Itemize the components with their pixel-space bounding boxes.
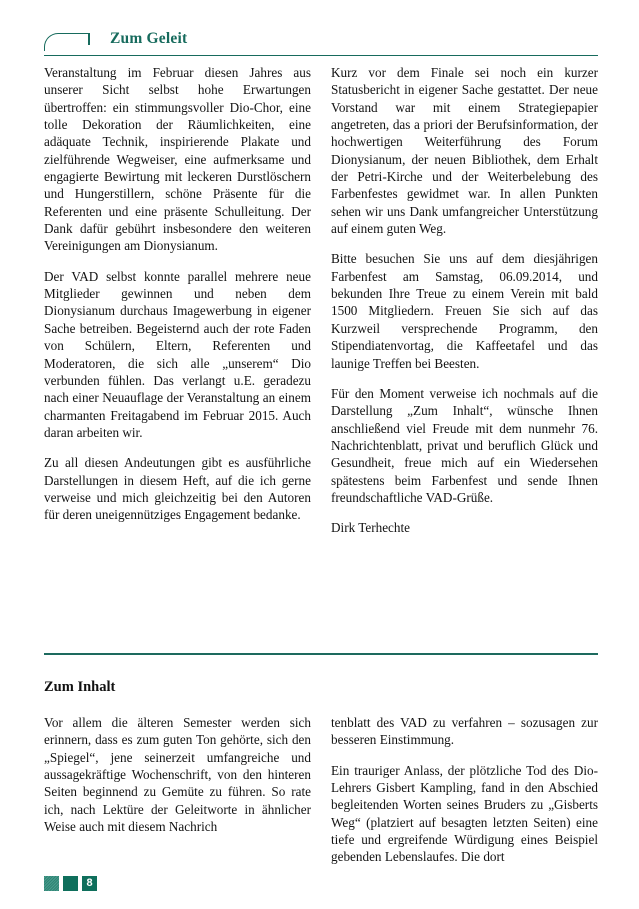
paragraph: Zu all diesen Andeutungen gibt es ausführliche Darstellungen in diesem Heft, auf die ich gerne verweise und mich gleichzeitig bei den Autoren für deren uneigennütziges Engagement bedanke. [44,455,311,523]
article-body-zum-inhalt [44,714,598,866]
paragraph: Ein trauriger Anlass, der plötzliche Tod des Dio-Lehrers Gisbert Kampling, fand in den Abschied begleitenden Worten seines Bruders zu „Gisberts Weg“ (platziert auf besagten letzten Seiten) eine tiefe und ergreifende Würdigung eines Beispiel gebenden Lebenslaufes. Die dort [331,762,598,865]
article-body-zum-geleit [44,64,598,537]
footer-ornament-square-hatched-icon [44,876,59,891]
paragraph: Der VAD selbst konnte parallel mehrere neue Mitglieder gewinnen und neben dem Dionysianum durchaus Imagewerbung in eigener Sache betreiben. Begeisternd auch der rote Faden von Schülern, Eltern, Referenten und Moderatoren, die sich alle „unserem“ Dio verbunden fühlen. Das verlangt u.E. geradezu nach einer Neuauflage der Veranstaltung an einem charmanten Freitagabend im Februar 2015. Auch daran arbeiten wir. [44,268,311,440]
section-divider-rule [44,653,598,655]
column-right [331,64,598,537]
author-signature: Dirk Terhechte [331,520,411,536]
column-right [331,714,598,866]
column-left [44,64,311,537]
subsection-title: Zum Inhalt [44,679,116,695]
paragraph: Bitte besuchen Sie uns auf dem diesjährigen Farbenfest am Samstag, 06.09.2014, und bekunden Ihre Treue zu einem Verein mit bald 1500 Mitgliedern. Freuen Sie sich auf das Kurzweil versprechende Programm, den Stipendiatenvortag, die Kaffeetafel und das launige Treffen bei Beesten. [331,251,598,371]
paragraph: tenblatt des VAD zu verfahren – sozusagen zur besseren Einstimmung. [331,715,598,748]
section-header-zum-geleit [44,30,598,58]
paragraph: Für den Moment verweise ich nochmals auf die Darstellung „Zum Inhalt“, wünsche Ihnen anschließend viel Freude mit dem nunmehr 76. Nachrichtenblatt, privat und beruflich Glück und Gesundheit, freue mich auf ein Wiedersehen spätestens beim Farbenfest und sende Ihnen freundschaftliche VAD-Grüße. [331,385,598,505]
page-number: 8 [82,876,97,891]
footer-ornament-square-solid-icon [63,876,78,891]
section-title: Zum Geleit [110,30,188,47]
paragraph: Kurz vor dem Finale sei noch ein kurzer Statusbericht in eigener Sache gestattet. Der neue Vorstand war mit einem Strategiepapier angetreten, das a priori der Berufsinformation, der hochwertigen Weiterführung des Forum Dionysianum, der neuen Bibliothek, dem Erhalt der Petri-Kirche und der Weiterbelebung des Farbenfestes gewidmet war. In allen Punkten sehen wir uns Dank umfangreicher Unterstützung auf einem guten Weg. [331,65,598,237]
section-header-rule [44,55,598,56]
paragraph: Veranstaltung im Februar diesen Jahres aus unserer Sicht selbst hohe Erwartungen übertroffen: ein stimmungsvoller Dio-Chor, eine tolle Dekoration der Räumlichkeiten, eine adäquate Technik, inspirierende Plakate und zielführende Wegweiser, eine aufmerksame und engagierte Bewirtung mit leckeren Durstlöschern und Hungerstillern, schöne Präsente für die Referenten und eine präsente Schulleitung. Der Dank dafür gebührt insbesondere den weiteren Vereinigungen am Dionysianum. [44,65,311,254]
paragraph: Vor allem die älteren Semester werden sich erinnern, dass es zum guten Ton gehörte, sich den „Spiegel“, jene seinerzeit umfangreiche und aussagekräftige Wochenschrift, von den hinteren Seiten beginnend zu Gemüte zu führen. So rate ich, nach Lektüre der Geleitworte in ähnlicher Weise auch mit diesem Nachrich [44,715,311,835]
bracket-arc-icon [44,33,88,51]
column-left [44,714,311,866]
corner-bracket-ornament-icon [44,33,102,55]
bracket-tick-icon [88,33,90,45]
page-footer [44,876,97,891]
